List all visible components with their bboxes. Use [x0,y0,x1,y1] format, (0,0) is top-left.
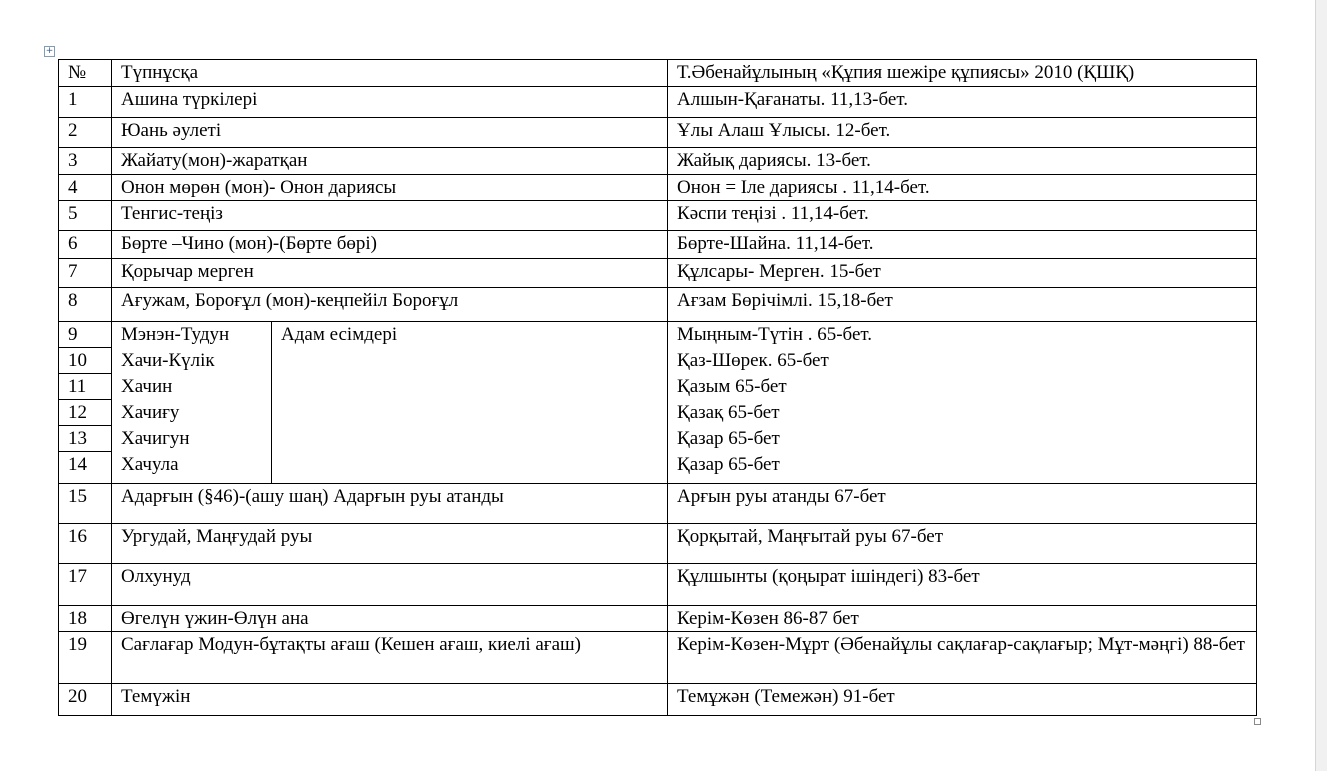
row-source: Юань әулеті [112,118,668,148]
table-row [59,524,1257,564]
row-source: Адарғын (§46)-(ашу шаң) Адарғын руы атанды [112,484,668,524]
row-comparison: Алшын-Қағанаты. 11,13-бет. [668,87,1257,118]
table-row [59,87,1257,118]
group-num-stack [59,322,112,484]
row-comparison: Керім-Көзен 86-87 бет [668,606,1257,632]
row-num: 19 [59,632,112,684]
group-num: 9 [68,324,78,345]
row-num: 2 [59,118,112,148]
row-source: Ағужам, Бороғұл (мон)-кеңпейіл Бороғұл [112,288,668,322]
row-comparison: Керім-Көзен-Мұрт (Әбенайұлы сақлағар-сақлағыр; Мұт-мәңгі) 88-бет [668,632,1257,684]
group-comparison: Қазар 65-бет [677,454,780,475]
table-row [59,231,1257,259]
table-row [59,606,1257,632]
table-row [59,632,1257,684]
table-row [59,148,1257,175]
row-num: 17 [59,564,112,606]
row-comparison: Құлсары- Мерген. 15-бет [668,259,1257,288]
table-row [59,175,1257,201]
row-source: Темүжін [112,684,668,716]
row-source: Ургудай, Маңғудай руы [112,524,668,564]
row-source: Ашина түркілері [112,87,668,118]
header-comparison: Т.Әбенайұлының «Құпия шежіре құпиясы» 2010 (ҚШҚ) [668,60,1257,87]
row-num: 15 [59,484,112,524]
row-num: 4 [59,175,112,201]
table-row [59,684,1257,716]
table-row [59,288,1257,322]
row-num: 18 [59,606,112,632]
table-row [59,201,1257,231]
group-num: 14 [59,451,111,477]
row-num: 5 [59,201,112,231]
row-source: Қорычар мерген [112,259,668,288]
table-row [59,484,1257,524]
group-comparisons-cell [668,322,1257,484]
group-name: Хачи-Күлік [121,350,215,371]
row-source: Жайату(мон)-жаратқан [112,148,668,175]
row-source: Олхунуд [112,564,668,606]
row-comparison: Ұлы Алаш Ұлысы. 12-бет. [668,118,1257,148]
group-comparison: Қазар 65-бет [677,428,780,449]
table-row-group-names [59,322,1257,484]
header-num: № [59,60,112,87]
group-comparison: Қаз-Шөрек. 65-бет [677,350,829,371]
group-name: Хачигун [121,428,190,449]
row-num: 1 [59,87,112,118]
group-comparison: Мыңным-Түтін . 65-бет. [677,324,873,345]
row-comparison: Жайық дариясы. 13-бет. [668,148,1257,175]
vertical-scrollbar[interactable] [1315,0,1327,771]
row-comparison: Ағзам Бөрічімлі. 15,18-бет [668,288,1257,322]
row-num: 7 [59,259,112,288]
group-num: 13 [59,425,111,451]
row-source: Онон мөрөн (мон)- Онон дариясы [112,175,668,201]
group-label: Адам есімдері [272,322,668,484]
group-name: Мэнэн-Тудун [121,324,230,345]
group-comparison: Қазым 65-бет [677,376,787,397]
row-source: Тенгис-теңіз [112,201,668,231]
group-comparison: Қазақ 65-бет [677,402,780,423]
row-num: 20 [59,684,112,716]
row-comparison: Бөрте-Шайна. 11,14-бет. [668,231,1257,259]
row-comparison: Онон = Іле дариясы . 11,14-бет. [668,175,1257,201]
group-num: 10 [59,347,111,373]
row-source: Бөрте –Чино (мон)-(Бөрте бөрі) [112,231,668,259]
row-source: Сағлағар Модун-бұтақты ағаш (Кешен ағаш, киелі ағаш) [112,632,668,684]
table-resize-handle[interactable] [1254,718,1261,725]
table-row [59,259,1257,288]
group-name: Хачин [121,376,173,397]
group-names-cell [112,322,272,484]
row-source: Өгелүн үжин-Өлүн ана [112,606,668,632]
header-source: Түпнұсқа [112,60,668,87]
table-move-handle-icon[interactable]: + [45,46,54,56]
row-num: 6 [59,231,112,259]
row-comparison: Құлшынты (қоңырат ішіндегі) 83-бет [668,564,1257,606]
table-row [59,564,1257,606]
row-comparison: Арғын руы атанды 67-бет [668,484,1257,524]
row-comparison: Темұжән (Темежән) 91-бет [668,684,1257,716]
group-num: 11 [59,373,111,399]
row-num: 3 [59,148,112,175]
group-name: Хачула [121,454,179,475]
table-header-row [59,60,1257,87]
row-num: 16 [59,524,112,564]
row-comparison: Қорқытай, Маңғытай руы 67-бет [668,524,1257,564]
group-num: 12 [59,399,111,425]
row-comparison: Кәспи теңізі . 11,14-бет. [668,201,1257,231]
group-name: Хачиғу [121,402,180,423]
row-num: 8 [59,288,112,322]
table-row [59,118,1257,148]
comparison-table [58,59,1257,716]
